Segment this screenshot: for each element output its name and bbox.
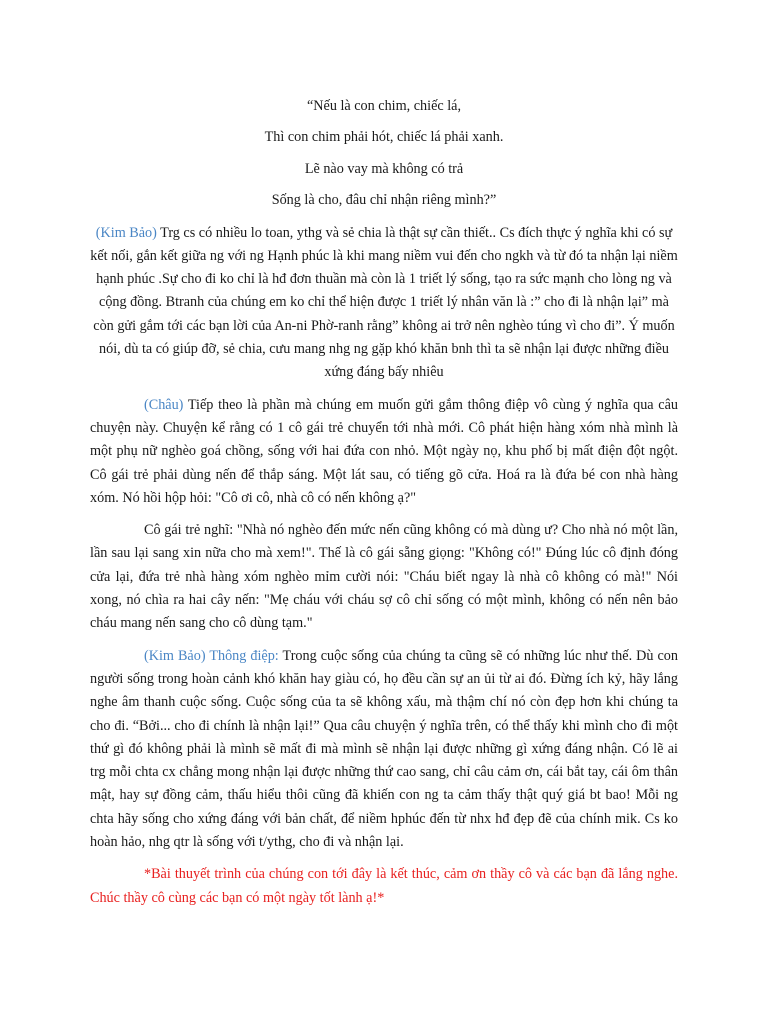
poem-line-3: Lẽ nào vay mà không có trả [304,160,464,177]
paragraph-text: Trg cs có nhiều lo toan, ythg và sẻ chia là thật sự cần thiết.. Cs đích thực ý nghĩa khi có sự kết nối, gắn kết giữa ng với ng Hạnh phúc là khi mang niềm vui đến cho ngkh và từ đó ta nhận lại niềm hạnh phúc .Sự cho đi ko chỉ là hđ đơn thuần mà còn là 1 triết lý sống, tạo ra sức mạnh cho lòng ng và cộng đồng. Btranh của chúng em ko chỉ thể hiện được 1 triết lý nhân văn là :” cho đi là nhận lại” mà còn gửi gắm tới các bạn lời của An-ni Phờ-ranh rằng” không ai trở nên nghèo túng vì cho đi”. Ý muốn nói, dù ta có giúp đỡ, sẻ chia, cưu mang nhg ng gặp khó khăn bnh thì ta sẽ nhận lại được những điều xứng đáng bấy nhiêu [90,224,678,381]
paragraph-story-continued [90,519,678,635]
paragraph-message [90,645,678,855]
paragraph-text: Tiếp theo là phần mà chúng em muốn gửi gắm thông điệp vô cùng ý nghĩa qua câu chuyện này. Chuyện kể rằng có 1 cô gái trẻ chuyển tới nhà mới. Cô phát hiện hàng xóm nhà mình là một phụ nữ nghèo goá chồng, sống với hai đứa con nhỏ. Một ngày nọ, khu phố bị mất điện đột ngột. Cô gái trẻ phải dùng nến để thắp sáng. Một lát sau, có tiếng gõ cửa. Hoá ra là đứa bé con nhà hàng xóm. Nó hồi hộp hỏi: "Cô ơi cô, nhà cô có nến không ạ?" [90,396,678,506]
paragraph-text: Trong cuộc sống của chúng ta cũng sẽ có những lúc như thế. Dù con người sống trong hoàn cảnh khó khăn hay giàu có, họ đều cần sự an ủi từ ai đó. Đừng ích kỷ, hãy lắng nghe âm thanh cuộc sống. Cuộc sống của ta sẽ không xấu, mà thậm chí nó còn đẹp hơn khi chúng ta cho đi. “Bởi... cho đi chính là nhận lại!” Qua câu chuyện ý nghĩa trên, có thể thấy khi mình cho đi một thứ gì đó không phải là mình sẽ mất đi mà mình sẽ nhận lại được những gì xứng đáng nhận. Có lẽ ai trg mỗi chta cx chẳng mong nhận lại được những thứ cao sang, chỉ câu cảm ơn, cái bắt tay, cái ôm thân mật, hay sự đồng cảm, thấu hiểu thôi cũng đã khiến con ng ta cảm thấy thật quý giá bt bao! Mỗi ng chta hãy sống cho xứng đáng với bản chất, để niềm hphúc đến từ nhx hđ đẹp đẽ của chính mik. Cs ko hoàn hảo, nhg qtr là sống với t/ythg, cho đi và nhận lại. [90,647,678,850]
document-page [90,96,678,910]
opening-poem [90,96,678,210]
paragraph-chau-story [90,394,678,510]
speaker-label: (Kim Bảo) Thông điệp: [144,647,279,664]
poem-line-4: Sống là cho, đâu chỉ nhận riêng mình?” [271,192,497,209]
paragraph-text: Cô gái trẻ nghĩ: "Nhà nó nghèo đến mức nến cũng không có mà dùng ư? Cho nhà nó một lần, lần sau lại sang xin nữa cho mà xem!". Thế là cô gái sẵng giọng: "Không có!" Đúng lúc cô định đóng cửa lại, đứa trẻ nhà hàng xóm nghèo mỉm cười nói: "Cháu biết ngay là nhà cô không có mà!" Nói xong, nó chìa ra hai cây nến: "Mẹ cháu với cháu sợ cô chỉ sống có một mình, không có nến nên bảo cháu mang nến sang cho cô dùng tạm." [90,522,678,632]
closing-remark: *Bài thuyết trình của chúng con tới đây là kết thúc, cảm ơn thầy cô và các bạn đã lắng nghe. Chúc thầy cô cùng các bạn có một ngày tốt lành ạ!* [90,866,678,906]
speaker-label: (Kim Bảo) [95,224,157,241]
poem-line-2: Thì con chim phải hót, chiếc lá phải xanh. [264,129,504,146]
poem-line-1: “Nếu là con chim, chiếc lá, [306,98,462,114]
paragraph-kim-bao-intro [90,222,678,385]
speaker-label: (Châu) [144,396,184,413]
